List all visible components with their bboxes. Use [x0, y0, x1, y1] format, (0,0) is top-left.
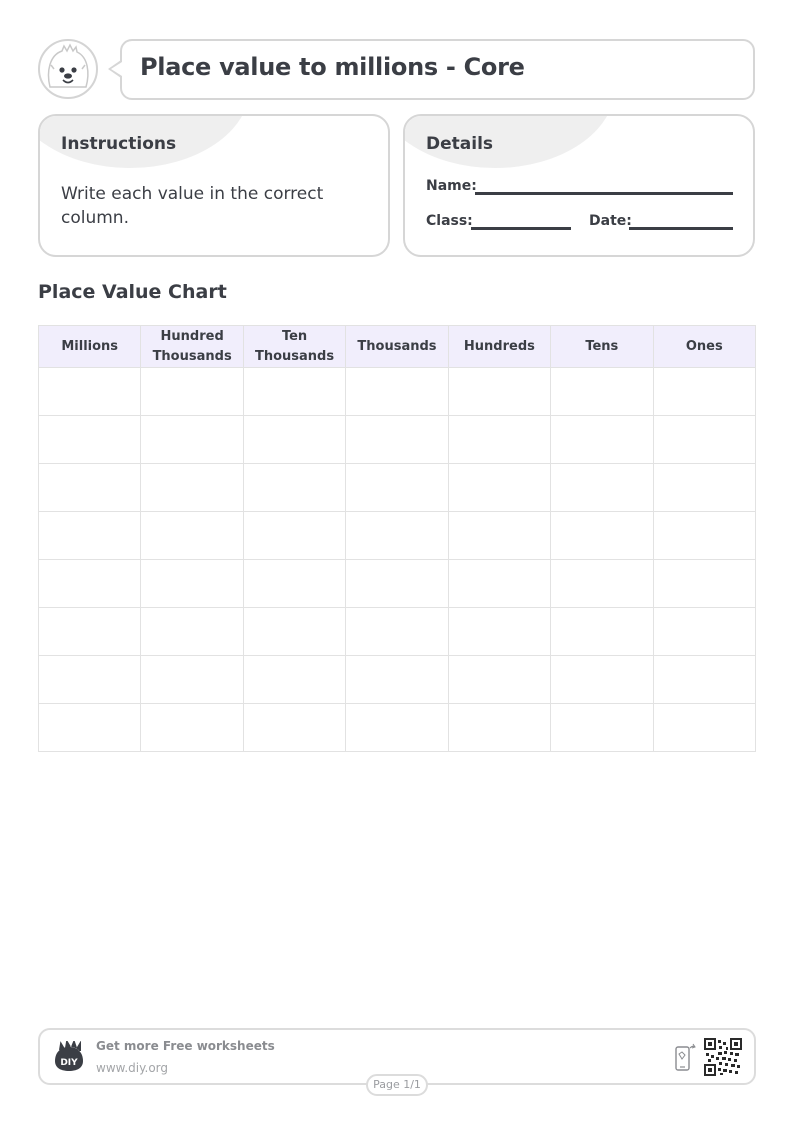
- details-card: [403, 114, 755, 257]
- column-header: Ones: [653, 326, 755, 368]
- answer-cell[interactable]: [243, 416, 345, 464]
- answer-cell[interactable]: [39, 704, 141, 752]
- answer-cell[interactable]: [551, 368, 653, 416]
- answer-cell[interactable]: [448, 656, 550, 704]
- answer-cell[interactable]: [346, 368, 448, 416]
- answer-cell[interactable]: [243, 464, 345, 512]
- table-row: [39, 608, 756, 656]
- answer-cell[interactable]: [551, 416, 653, 464]
- answer-cell[interactable]: [39, 608, 141, 656]
- column-header: Hundred Thousands: [141, 326, 243, 368]
- answer-cell[interactable]: [448, 464, 550, 512]
- answer-cell[interactable]: [243, 368, 345, 416]
- answer-cell[interactable]: [653, 464, 755, 512]
- answer-cell[interactable]: [39, 656, 141, 704]
- answer-cell[interactable]: [346, 608, 448, 656]
- answer-cell[interactable]: [551, 464, 653, 512]
- answer-cell[interactable]: [448, 368, 550, 416]
- answer-cell[interactable]: [243, 704, 345, 752]
- footer-promo: Get more Free worksheets: [96, 1039, 275, 1053]
- answer-cell[interactable]: [448, 560, 550, 608]
- answer-cell[interactable]: [653, 368, 755, 416]
- answer-cell[interactable]: [141, 608, 243, 656]
- table-row: [39, 560, 756, 608]
- qr-code-icon[interactable]: [704, 1038, 742, 1076]
- answer-cell[interactable]: [448, 416, 550, 464]
- answer-cell[interactable]: [243, 608, 345, 656]
- table-row: [39, 656, 756, 704]
- answer-cell[interactable]: [346, 512, 448, 560]
- answer-cell[interactable]: [551, 704, 653, 752]
- logo-text: DIY: [60, 1058, 78, 1068]
- phone-icon: [674, 1042, 696, 1072]
- footer-link[interactable]: www.diy.org: [96, 1061, 168, 1075]
- details-heading: Details: [426, 134, 494, 154]
- column-header: Tens: [551, 326, 653, 368]
- column-header: Thousands: [346, 326, 448, 368]
- column-header: Millions: [39, 326, 141, 368]
- yeti-mascot-icon: [40, 41, 96, 97]
- answer-cell[interactable]: [39, 560, 141, 608]
- answer-cell[interactable]: [448, 704, 550, 752]
- answer-cell[interactable]: [551, 656, 653, 704]
- answer-cell[interactable]: [141, 560, 243, 608]
- answer-cell[interactable]: [346, 416, 448, 464]
- answer-cell[interactable]: [346, 656, 448, 704]
- answer-cell[interactable]: [653, 416, 755, 464]
- answer-cell[interactable]: [39, 512, 141, 560]
- mascot-avatar: [38, 39, 98, 99]
- diy-logo-icon: [52, 1041, 86, 1073]
- page-number: Page 1/1: [366, 1074, 428, 1096]
- title-box: [120, 39, 755, 100]
- table-row: [39, 704, 756, 752]
- answer-cell[interactable]: [141, 704, 243, 752]
- instructions-heading: Instructions: [61, 134, 177, 154]
- answer-cell[interactable]: [141, 512, 243, 560]
- answer-cell[interactable]: [448, 608, 550, 656]
- answer-cell[interactable]: [243, 656, 345, 704]
- place-value-table: [38, 325, 756, 752]
- answer-cell[interactable]: [243, 512, 345, 560]
- answer-cell[interactable]: [653, 704, 755, 752]
- class-field[interactable]: [471, 227, 571, 230]
- class-label: Class:: [426, 213, 473, 229]
- answer-cell[interactable]: [39, 368, 141, 416]
- answer-cell[interactable]: [141, 656, 243, 704]
- name-label: Name:: [426, 178, 477, 194]
- answer-cell[interactable]: [653, 512, 755, 560]
- answer-cell[interactable]: [653, 656, 755, 704]
- answer-cell[interactable]: [551, 608, 653, 656]
- answer-cell[interactable]: [653, 560, 755, 608]
- date-field[interactable]: [629, 227, 733, 230]
- instructions-card: [38, 114, 390, 257]
- chart-title: Place Value Chart: [38, 281, 227, 303]
- answer-cell[interactable]: [346, 560, 448, 608]
- answer-cell[interactable]: [551, 560, 653, 608]
- column-header: Ten Thousands: [243, 326, 345, 368]
- answer-cell[interactable]: [141, 464, 243, 512]
- date-label: Date:: [589, 213, 632, 229]
- answer-cell[interactable]: [39, 416, 141, 464]
- answer-cell[interactable]: [243, 560, 345, 608]
- table-header-row: [39, 326, 756, 368]
- answer-cell[interactable]: [448, 512, 550, 560]
- answer-cell[interactable]: [39, 464, 141, 512]
- answer-cell[interactable]: [346, 704, 448, 752]
- table-row: [39, 464, 756, 512]
- answer-cell[interactable]: [653, 608, 755, 656]
- instructions-text: Write each value in the correct column.: [61, 184, 324, 228]
- answer-cell[interactable]: [346, 464, 448, 512]
- table-row: [39, 416, 756, 464]
- answer-cell[interactable]: [141, 416, 243, 464]
- page-title: Place value to millions - Core: [140, 53, 525, 81]
- name-field[interactable]: [475, 192, 733, 195]
- table-row: [39, 368, 756, 416]
- speech-tail-inner: [111, 62, 122, 76]
- table-row: [39, 512, 756, 560]
- answer-cell[interactable]: [551, 512, 653, 560]
- column-header: Hundreds: [448, 326, 550, 368]
- answer-cell[interactable]: [141, 368, 243, 416]
